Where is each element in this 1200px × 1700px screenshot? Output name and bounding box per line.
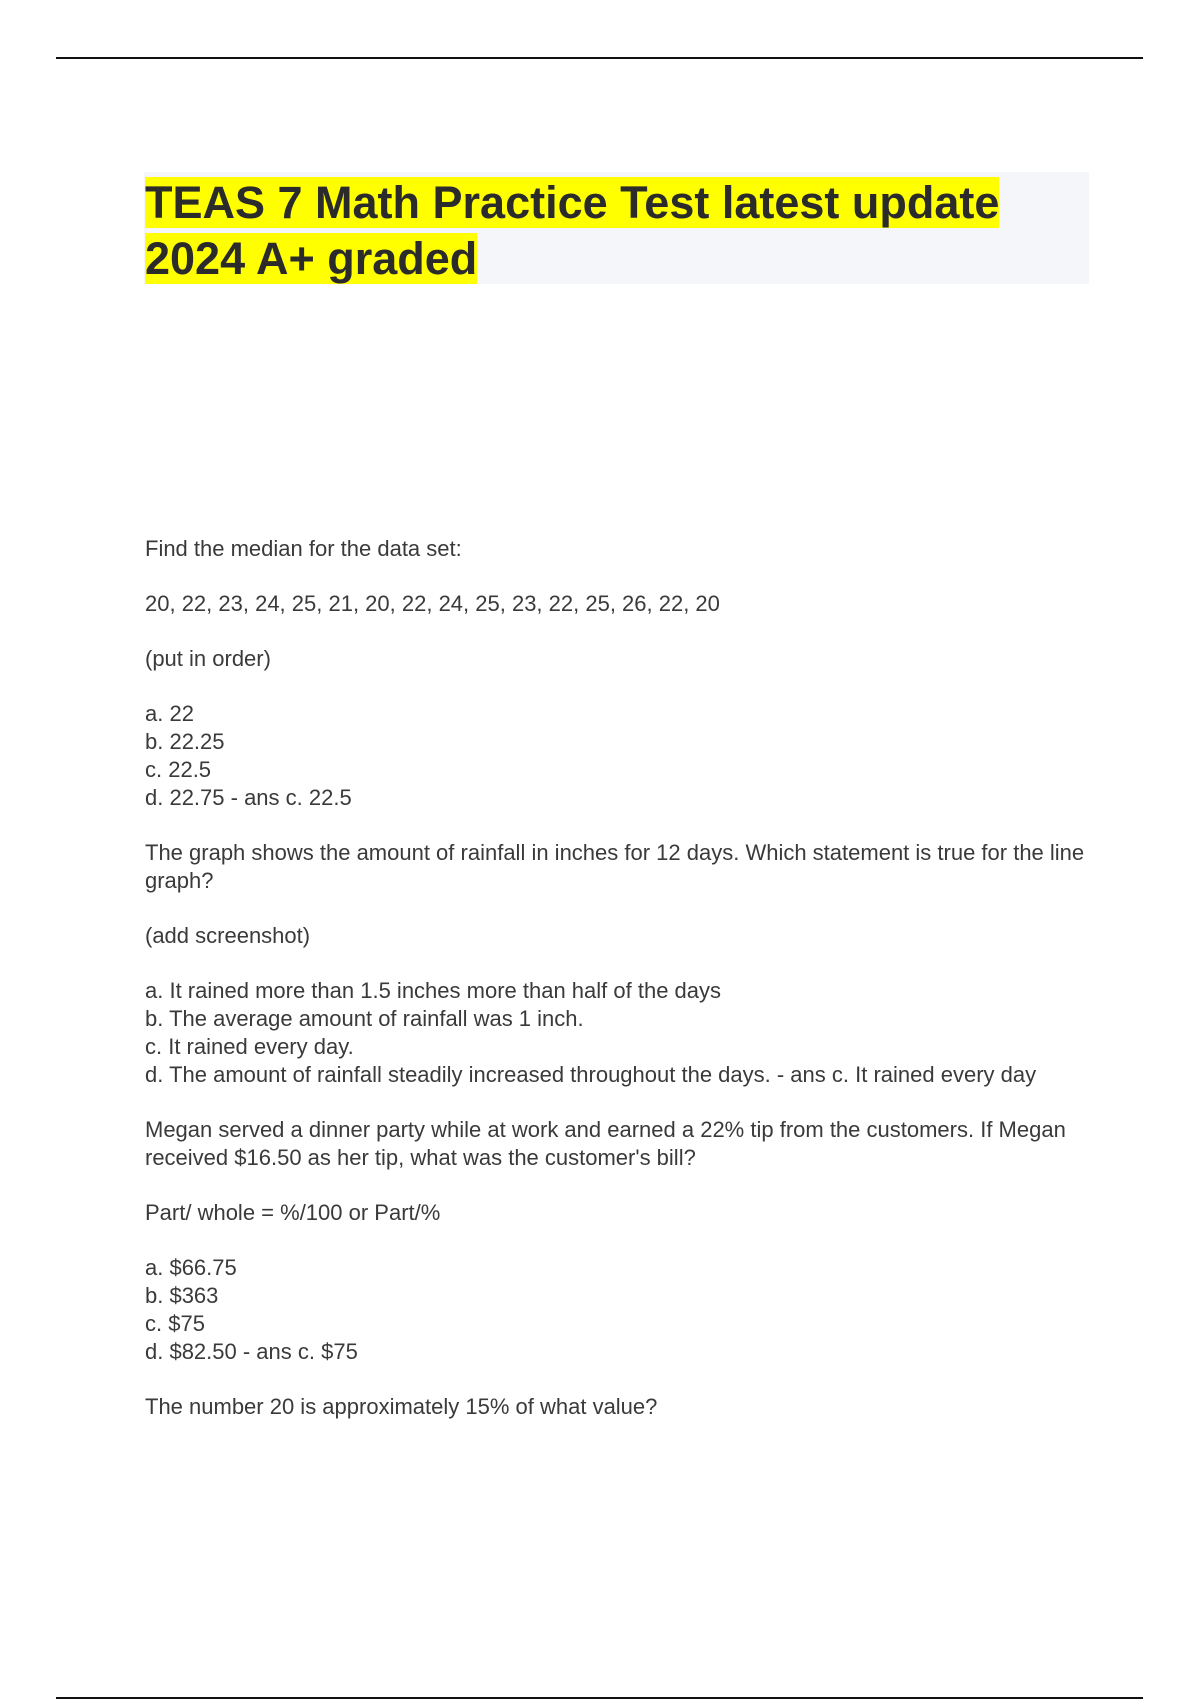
document-title: [145, 175, 1105, 287]
question-4-prompt: The number 20 is approximately 15% of what value?: [145, 1394, 658, 1419]
question-1-prompt: Find the median for the data set:: [145, 536, 462, 561]
question-1-options: [145, 700, 1085, 812]
option: b. The average amount of rainfall was 1 inch.: [145, 1006, 584, 1031]
question-3-note: Part/ whole = %/100 or Part/%: [145, 1200, 441, 1225]
question-1-note: (put in order): [145, 646, 271, 671]
option: a. 22: [145, 701, 194, 726]
question-3-options: [145, 1254, 1085, 1366]
top-rule: [56, 57, 1143, 59]
document-body: [145, 535, 1085, 1448]
option: b. 22.25: [145, 729, 225, 754]
option: a. $66.75: [145, 1255, 237, 1280]
title-line-1: TEAS 7 Math Practice Test latest update: [145, 177, 1000, 228]
title-line-2: 2024 A+ graded: [145, 233, 478, 284]
bottom-rule: [56, 1697, 1143, 1699]
option-with-answer: d. 22.75 - ans c. 22.5: [145, 785, 352, 810]
question-2-prompt: The graph shows the amount of rainfall in inches for 12 days. Which statement is true for the line graph?: [145, 840, 1085, 893]
question-3-prompt: Megan served a dinner party while at work and earned a 22% tip from the customers. If Megan received $16.50 as her tip, what was the customer's bill?: [145, 1117, 1066, 1170]
option: c. It rained every day.: [145, 1034, 354, 1059]
option-with-answer: d. The amount of rainfall steadily increased throughout the days. - ans c. It rained every day: [145, 1062, 1037, 1087]
option: a. It rained more than 1.5 inches more than half of the days: [145, 978, 722, 1003]
question-1-data: 20, 22, 23, 24, 25, 21, 20, 22, 24, 25, 23, 22, 25, 26, 22, 20: [145, 591, 720, 616]
option: b. $363: [145, 1283, 219, 1308]
option: c. $75: [145, 1311, 205, 1336]
question-2-note: (add screenshot): [145, 923, 311, 948]
question-2-options: [145, 977, 1085, 1089]
option: c. 22.5: [145, 757, 212, 782]
option-with-answer: d. $82.50 - ans c. $75: [145, 1339, 358, 1364]
